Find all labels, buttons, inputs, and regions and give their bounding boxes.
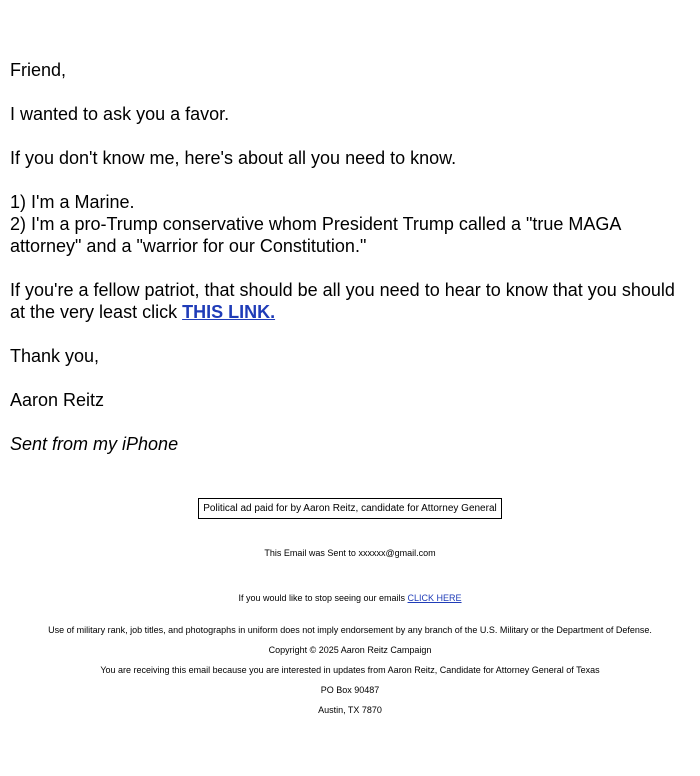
po-box: PO Box 90487 — [320, 685, 380, 695]
receiving-reason: You are receiving this email because you are interested in updates from Aaron Reitz, Candidate for Attorney General of Texas — [100, 665, 600, 675]
email-footer — [0, 498, 700, 724]
unsubscribe-line — [0, 592, 700, 604]
legal-notices — [0, 624, 700, 716]
sent-to-notice: This Email was Sent to xxxxxx@gmail.com — [264, 548, 436, 558]
paragraph-favor: I wanted to ask you a favor. — [10, 104, 230, 124]
paragraph-intro: If you don't know me, here's about all you need to know. — [10, 148, 457, 168]
paragraph-call-to-action — [10, 279, 690, 323]
unsubscribe-text: If you would like to stop seeing our emails — [238, 593, 408, 603]
city-address: Austin, TX 7870 — [318, 705, 382, 715]
this-link[interactable]: THIS LINK. — [182, 302, 276, 322]
closing: Thank you, — [10, 346, 100, 366]
email-body — [10, 59, 690, 477]
signature-name: Aaron Reitz — [10, 390, 105, 410]
call-to-action-text: If you're a fellow patriot, that should be all you need to hear to know that you should at the very least click — [10, 280, 675, 322]
military-notice: Use of military rank, job titles, and photographs in uniform does not imply endorsement by any branch of the U.S. Military or the Department of Defense. — [48, 625, 652, 635]
list-item-conservative: 2) I'm a pro-Trump conservative whom President Trump called a "true MAGA attorney" and a "warrior for our Constitution." — [10, 214, 621, 256]
copyright: Copyright © 2025 Aaron Reitz Campaign — [268, 645, 432, 655]
political-ad-disclaimer: Political ad paid for by Aaron Reitz, candidate for Attorney General — [198, 498, 502, 519]
list-item-marine: 1) I'm a Marine. — [10, 192, 135, 212]
unsubscribe-link[interactable]: CLICK HERE — [407, 593, 462, 603]
greeting: Friend, — [10, 60, 67, 80]
signature-sent-from: Sent from my iPhone — [10, 434, 179, 454]
